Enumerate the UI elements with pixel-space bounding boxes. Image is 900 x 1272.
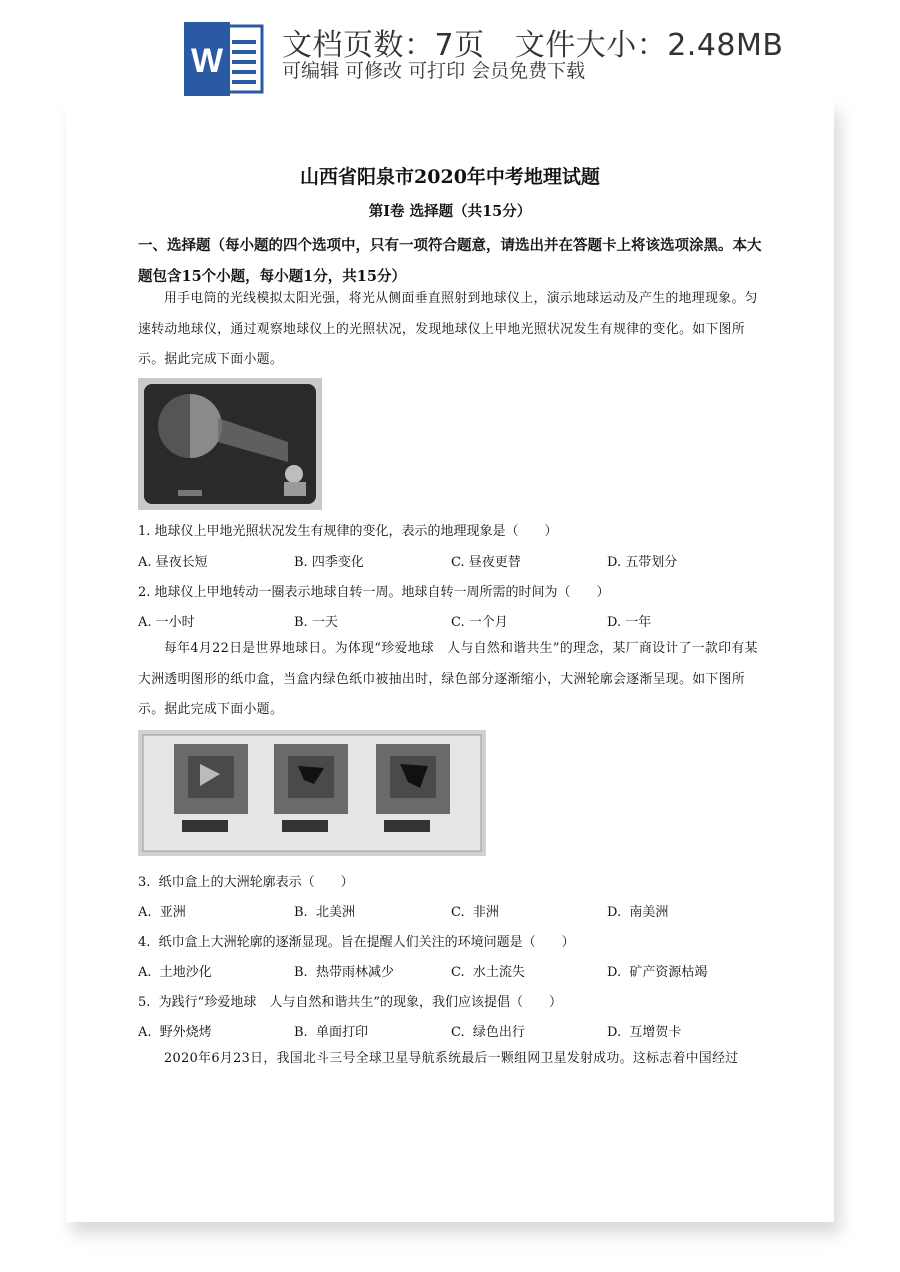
option-b[interactable]: B. 四季变化 [294, 555, 364, 570]
option-c[interactable]: C. 一个月 [451, 615, 508, 630]
option-d[interactable]: D. 南美洲 [607, 905, 669, 920]
question-3: 3. 纸巾盒上的大洲轮廓表示（ ） [138, 875, 354, 890]
option-d[interactable]: D. 一年 [607, 615, 652, 630]
tissue-box-figure [138, 730, 486, 856]
question-4-options [138, 961, 778, 981]
download-banner [0, 0, 900, 110]
document-stats: 文档页数：7页 文件大小：2.48MB [282, 28, 784, 63]
document-page [66, 96, 834, 1222]
document-title: 山西省阳泉市2020年中考地理试题 [300, 166, 600, 188]
question-1: 1. 地球仪上甲地光照状况发生有规律的变化，表示的地理现象是（ ） [138, 524, 558, 539]
option-a[interactable]: A. 野外烧烤 [138, 1025, 212, 1040]
globe-flashlight-figure [138, 378, 322, 510]
passage-beidou: 2020年6月23日，我国北斗三号全球卫星导航系统最后一颗组网卫星发射成功。这标志着中国经过 [164, 1051, 739, 1066]
word-document-icon [184, 22, 266, 96]
option-b[interactable]: B. 一天 [294, 615, 338, 630]
question-4: 4. 纸巾盒上大洲轮廓的逐渐显现。旨在提醒人们关注的环境问题是（ ） [138, 935, 575, 950]
option-d[interactable]: D. 互增贺卡 [607, 1025, 682, 1040]
option-c[interactable]: C. 绿色出行 [451, 1025, 525, 1040]
option-b[interactable]: B. 热带雨林减少 [294, 965, 394, 980]
question-3-options [138, 901, 778, 921]
question-5: 5. 为践行“珍爱地球 人与自然和谐共生”的现象，我们应该提倡（ ） [138, 995, 562, 1010]
section-subtitle: 第Ⅰ卷 选择题（共15分） [368, 203, 532, 220]
passage-globe: 用手电筒的光线模拟太阳光强，将光从侧面垂直照射到地球仪上，演示地球运动及产生的地理现象。匀速转动地球仪，通过观察地球仪上的光照状况，发现地球仪上甲地光照状况发生有规律的变化。如下图所示。据此完成下面小题。 [138, 291, 758, 367]
question-2-options [138, 611, 778, 631]
option-d[interactable]: D. 矿产资源枯竭 [607, 965, 708, 980]
option-c[interactable]: C. 水土流失 [451, 965, 525, 980]
option-a[interactable]: A. 亚洲 [138, 905, 186, 920]
option-b[interactable]: B. 北美洲 [294, 905, 355, 920]
section-instructions: 一、选择题（每小题的四个选项中，只有一项符合题意，请选出并在答题卡上将该选项涂黑。本大题包含15个小题，每小题1分，共15分） [138, 237, 762, 285]
option-a[interactable]: A. 昼夜长短 [138, 555, 208, 570]
question-5-options [138, 1021, 778, 1041]
option-a[interactable]: A. 一小时 [138, 615, 195, 630]
option-c[interactable]: C. 非洲 [451, 905, 499, 920]
passage-earth-day: 每年4月22日是世界地球日。为体现“珍爱地球 人与自然和谐共生”的理念，某厂商设计了一款印有某大洲透明图形的纸巾盒，当盒内绿色纸巾被抽出时，绿色部分逐渐缩小，大洲轮廓会逐渐呈现。如下图所示。据此完成下面小题。 [138, 641, 758, 717]
svg-text:W: W [190, 42, 224, 80]
question-1-options [138, 551, 778, 571]
question-2: 2. 地球仪上甲地转动一圈表示地球自转一周。地球自转一周所需的时间为（ ） [138, 585, 610, 600]
option-a[interactable]: A. 土地沙化 [138, 965, 212, 980]
document-features: 可编辑 可修改 可打印 会员免费下载 [282, 60, 586, 82]
option-d[interactable]: D. 五带划分 [607, 555, 678, 570]
option-b[interactable]: B. 单面打印 [294, 1025, 368, 1040]
option-c[interactable]: C. 昼夜更替 [451, 555, 521, 570]
